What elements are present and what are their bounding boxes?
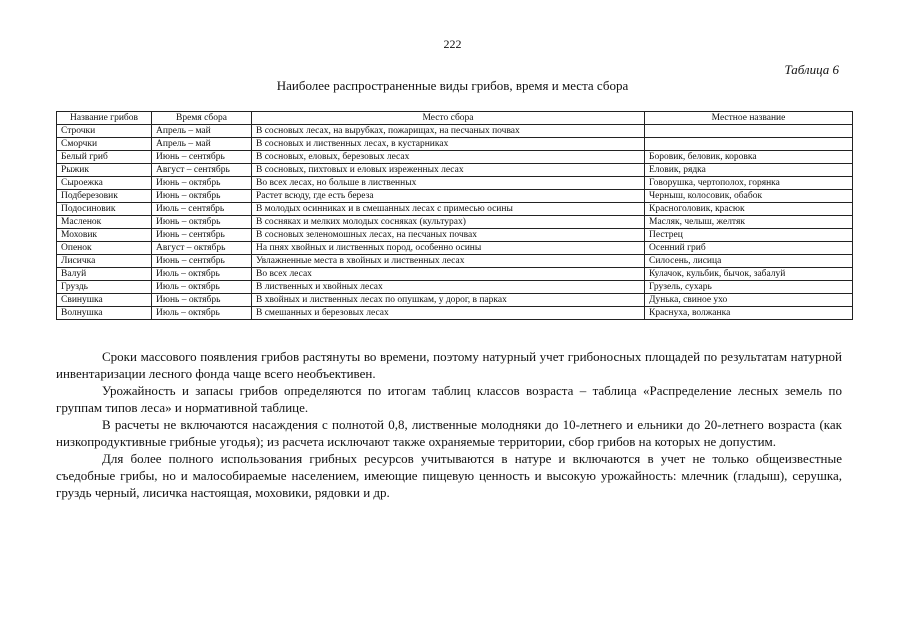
cell-collection-place: В сосновых зеленомошных лесах, на песчаных почвах	[252, 229, 645, 242]
cell-collection-time: Июль – октябрь	[152, 268, 252, 281]
cell-local-name: Пестрец	[645, 229, 853, 242]
cell-collection-place: В сосновых, еловых, березовых лесах	[252, 151, 645, 164]
table-row	[57, 268, 853, 281]
header-time: Время сбора	[152, 112, 252, 125]
cell-local-name: Кулачок, кульбик, бычок, забалуй	[645, 268, 853, 281]
cell-local-name: Краснуха, волжанка	[645, 307, 853, 320]
cell-mushroom-name: Свинушка	[57, 294, 152, 307]
table-row	[57, 203, 853, 216]
cell-collection-time: Июль – октябрь	[152, 281, 252, 294]
cell-mushroom-name: Моховик	[57, 229, 152, 242]
cell-collection-place: Увлажненные места в хвойных и лиственных лесах	[252, 255, 645, 268]
cell-collection-place: Во всех лесах	[252, 268, 645, 281]
cell-mushroom-name: Масленок	[57, 216, 152, 229]
cell-mushroom-name: Сыроежка	[57, 177, 152, 190]
cell-local-name: Боровик, беловик, коровка	[645, 151, 853, 164]
cell-mushroom-name: Сморчки	[57, 138, 152, 151]
cell-mushroom-name: Лисичка	[57, 255, 152, 268]
cell-local-name	[645, 138, 853, 151]
cell-local-name	[645, 125, 853, 138]
cell-collection-time: Август – октябрь	[152, 242, 252, 255]
table-row	[57, 125, 853, 138]
cell-collection-time: Июнь – октябрь	[152, 294, 252, 307]
header-place: Место сбора	[252, 112, 645, 125]
cell-collection-place: В сосновых, пихтовых и еловых изреженных лесах	[252, 164, 645, 177]
table-row	[57, 242, 853, 255]
cell-collection-time: Июнь – октябрь	[152, 177, 252, 190]
cell-collection-place: В молодых осинниках и в смешанных лесах с примесью осины	[252, 203, 645, 216]
cell-local-name: Осенний гриб	[645, 242, 853, 255]
cell-collection-time: Июнь – октябрь	[152, 190, 252, 203]
cell-collection-place: В сосновых и лиственных лесах, в кустарниках	[252, 138, 645, 151]
cell-collection-time: Июнь – сентябрь	[152, 151, 252, 164]
cell-mushroom-name: Белый гриб	[57, 151, 152, 164]
cell-local-name: Красноголовик, красюк	[645, 203, 853, 216]
cell-mushroom-name: Подосиновик	[57, 203, 152, 216]
body-paragraph: В расчеты не включаются насаждения с полнотой 0,8, лиственные молодняки до 10-летнего и ельники до 20-летнего возраста (как низкопродуктивные грибные угодья); из расчета исключают также охраняемые территории, сбор грибов на которых не допустим.	[56, 417, 842, 449]
cell-local-name: Масляк, челыш, желтяк	[645, 216, 853, 229]
cell-collection-time: Июнь – сентябрь	[152, 255, 252, 268]
cell-mushroom-name: Строчки	[57, 125, 152, 138]
cell-collection-time: Апрель – май	[152, 125, 252, 138]
body-paragraph: Сроки массового появления грибов растянуты во времени, поэтому натурный учет грибоносных площадей по результатам натурной инвентаризации лесного фонда чаще всего необъективен.	[56, 349, 842, 381]
body-paragraph: Для более полного использования грибных ресурсов учитываются в натуре и включаются в учет не только общеизвестные съедобные грибы, но и малособираемые населением, имеющие пищевую ценность и высокую урожайность: млечник (гладыш), серушка, груздь черный, лисичка настоящая, моховики, рядовки и др.	[56, 451, 842, 500]
table-row	[57, 164, 853, 177]
page-number: 222	[443, 37, 462, 51]
header-name: Название грибов	[57, 112, 152, 125]
cell-mushroom-name: Рыжик	[57, 164, 152, 177]
cell-collection-place: В сосняках и мелких молодых сосняках (культурах)	[252, 216, 645, 229]
cell-local-name: Говорушка, чертополох, горянка	[645, 177, 853, 190]
cell-collection-time: Июнь – октябрь	[152, 216, 252, 229]
cell-mushroom-name: Валуй	[57, 268, 152, 281]
cell-collection-time: Июль – октябрь	[152, 307, 252, 320]
cell-collection-time: Июль – сентябрь	[152, 203, 252, 216]
cell-local-name: Грузель, сухарь	[645, 281, 853, 294]
table-row	[57, 190, 853, 203]
table-row	[57, 255, 853, 268]
table-body	[57, 125, 853, 320]
table-row	[57, 281, 853, 294]
table-row	[57, 138, 853, 151]
cell-mushroom-name: Подберезовик	[57, 190, 152, 203]
cell-collection-place: На пнях хвойных и лиственных пород, особенно осины	[252, 242, 645, 255]
body-text	[56, 348, 842, 501]
table-label: Таблица 6	[784, 62, 839, 77]
cell-local-name: Дунька, свиное ухо	[645, 294, 853, 307]
table-row	[57, 229, 853, 242]
cell-mushroom-name: Волнушка	[57, 307, 152, 320]
body-paragraph: Урожайность и запасы грибов определяются по итогам таблиц классов возраста – таблица «Распределение лесных земель по группам типов леса» и нормативной таблице.	[56, 383, 842, 415]
cell-local-name: Черныш, колосовик, обабок	[645, 190, 853, 203]
cell-local-name: Еловик, рядка	[645, 164, 853, 177]
cell-collection-place: В лиственных и хвойных лесах	[252, 281, 645, 294]
cell-collection-time: Август – сентябрь	[152, 164, 252, 177]
cell-collection-place: В сосновых лесах, на вырубках, пожарищах, на песчаных почвах	[252, 125, 645, 138]
cell-mushroom-name: Опенок	[57, 242, 152, 255]
cell-collection-place: Растет всюду, где есть береза	[252, 190, 645, 203]
table-row	[57, 307, 853, 320]
table-row	[57, 216, 853, 229]
cell-collection-place: В смешанных и березовых лесах	[252, 307, 645, 320]
table-header-row	[57, 112, 853, 125]
cell-collection-place: Во всех лесах, но больше в лиственных	[252, 177, 645, 190]
cell-local-name: Силосень, лисица	[645, 255, 853, 268]
mushroom-table	[56, 111, 853, 320]
header-local-name: Местное название	[645, 112, 853, 125]
table-row	[57, 151, 853, 164]
cell-mushroom-name: Груздь	[57, 281, 152, 294]
cell-collection-place: В хвойных и лиственных лесах по опушкам, у дорог, в парках	[252, 294, 645, 307]
table-row	[57, 294, 853, 307]
cell-collection-time: Июнь – сентябрь	[152, 229, 252, 242]
table-row	[57, 177, 853, 190]
cell-collection-time: Апрель – май	[152, 138, 252, 151]
table-title: Наиболее распространенные виды грибов, время и места сбора	[276, 78, 629, 93]
